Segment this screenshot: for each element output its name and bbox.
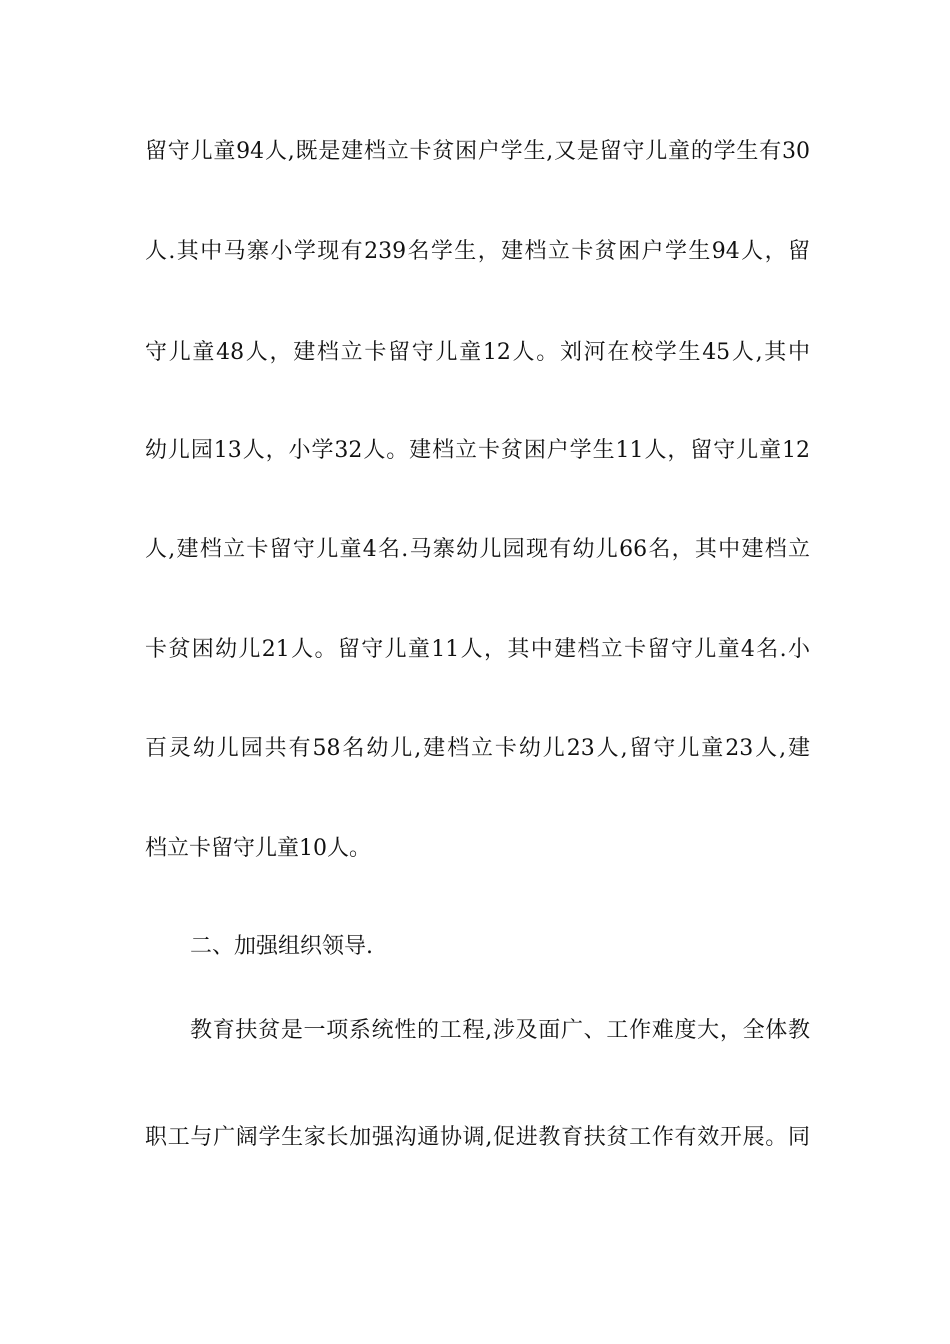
text-line-4: 幼儿园13人，小学32人。建档立卡贫困户学生11人，留守儿童12 — [145, 438, 810, 463]
text-line-6: 卡贫困幼儿21人。留守儿童11人，其中建档立卡留守儿童4名.小 — [145, 637, 810, 662]
text-line-2: 人.其中马寨小学现有239名学生，建档立卡贫困户学生94人，留 — [145, 239, 810, 264]
paragraph2-line-1: 教育扶贫是一项系统性的工程,涉及面广、工作难度大，全体教 — [190, 1018, 810, 1043]
text-line-8: 档立卡留守儿童10人。 — [145, 836, 371, 861]
text-line-1: 留守儿童94人,既是建档立卡贫困户学生,又是留守儿童的学生有30 — [145, 139, 810, 164]
text-line-5: 人,建档立卡留守儿童4名.马寨幼儿园现有幼儿66名，其中建档立 — [145, 537, 810, 562]
section-heading: 二、加强组织领导. — [190, 934, 373, 959]
paragraph2-line-2: 职工与广阔学生家长加强沟通协调,促进教育扶贫工作有效开展。同 — [145, 1125, 810, 1150]
text-line-7: 百灵幼儿园共有58名幼儿,建档立卡幼儿23人,留守儿童23人,建 — [145, 736, 810, 761]
text-line-3: 守儿童48人，建档立卡留守儿童12人。刘河在校学生45人,其中 — [145, 340, 810, 365]
